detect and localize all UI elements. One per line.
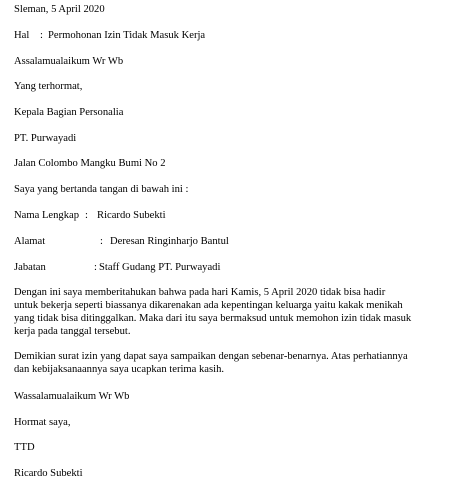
- field-row-name: [14, 209, 166, 222]
- recipient-address: Jalan Colombo Mangku Bumi No 2: [14, 158, 166, 169]
- field-value: Deresan Ringinharjo Bantul: [110, 236, 229, 247]
- field-label: Alamat: [14, 236, 46, 247]
- subject-value: Permohonan Izin Tidak Masuk Kerja: [48, 30, 206, 41]
- body-paragraph-2: [14, 350, 448, 376]
- subject-label: Hal: [14, 30, 30, 41]
- salutation: Yang terhormat,: [14, 81, 83, 92]
- field-separator: :: [85, 210, 88, 221]
- field-row-address: [14, 235, 229, 248]
- paragraph-line: dan kebijaksanaannya saya ucapkan terima kasih.: [14, 364, 225, 375]
- field-separator: :: [94, 262, 97, 273]
- signer-name: Ricardo Subekti: [14, 468, 83, 479]
- body-paragraph-1: [14, 286, 448, 338]
- intro-statement: Saya yang bertanda tangan di bawah ini :: [14, 184, 189, 195]
- opening-greeting: Assalamualaikum Wr Wb: [14, 56, 124, 67]
- paragraph-line: yang tidak bisa ditinggalkan. Maka dari itu saya bermaksud untuk memohon izin tidak masuk: [14, 313, 412, 324]
- recipient-title: Kepala Bagian Personalia: [14, 107, 124, 118]
- signature: TTD: [14, 442, 35, 453]
- paragraph-line: Dengan ini saya memberitahukan bahwa pada hari Kamis, 5 April 2020 tidak bisa hadir: [14, 287, 386, 298]
- paragraph-line: Demikian surat izin yang dapat saya sampaikan dengan sebenar-benarnya. Atas perhatiannya: [14, 351, 408, 362]
- closing-greeting: Wassalamualaikum Wr Wb: [14, 391, 130, 402]
- field-label: Nama Lengkap: [14, 210, 80, 221]
- field-label: Jabatan: [14, 262, 46, 273]
- letter-subject: [14, 29, 205, 42]
- field-value: Ricardo Subekti: [97, 210, 166, 221]
- field-row-position: [14, 261, 220, 274]
- subject-separator: :: [40, 30, 43, 41]
- recipient-company: PT. Purwayadi: [14, 133, 77, 144]
- paragraph-line: kerja pada tanggal tersebut.: [14, 326, 131, 337]
- paragraph-line: untuk bekerja seperti biassanya dikarenakan ada kepentingan keluarga yaitu kakak menikah: [14, 300, 403, 311]
- field-separator: :: [100, 236, 103, 247]
- closing-phrase: Hormat saya,: [14, 417, 71, 428]
- field-value: Staff Gudang PT. Purwayadi: [99, 262, 221, 273]
- letter-date: Sleman, 5 April 2020: [14, 4, 105, 15]
